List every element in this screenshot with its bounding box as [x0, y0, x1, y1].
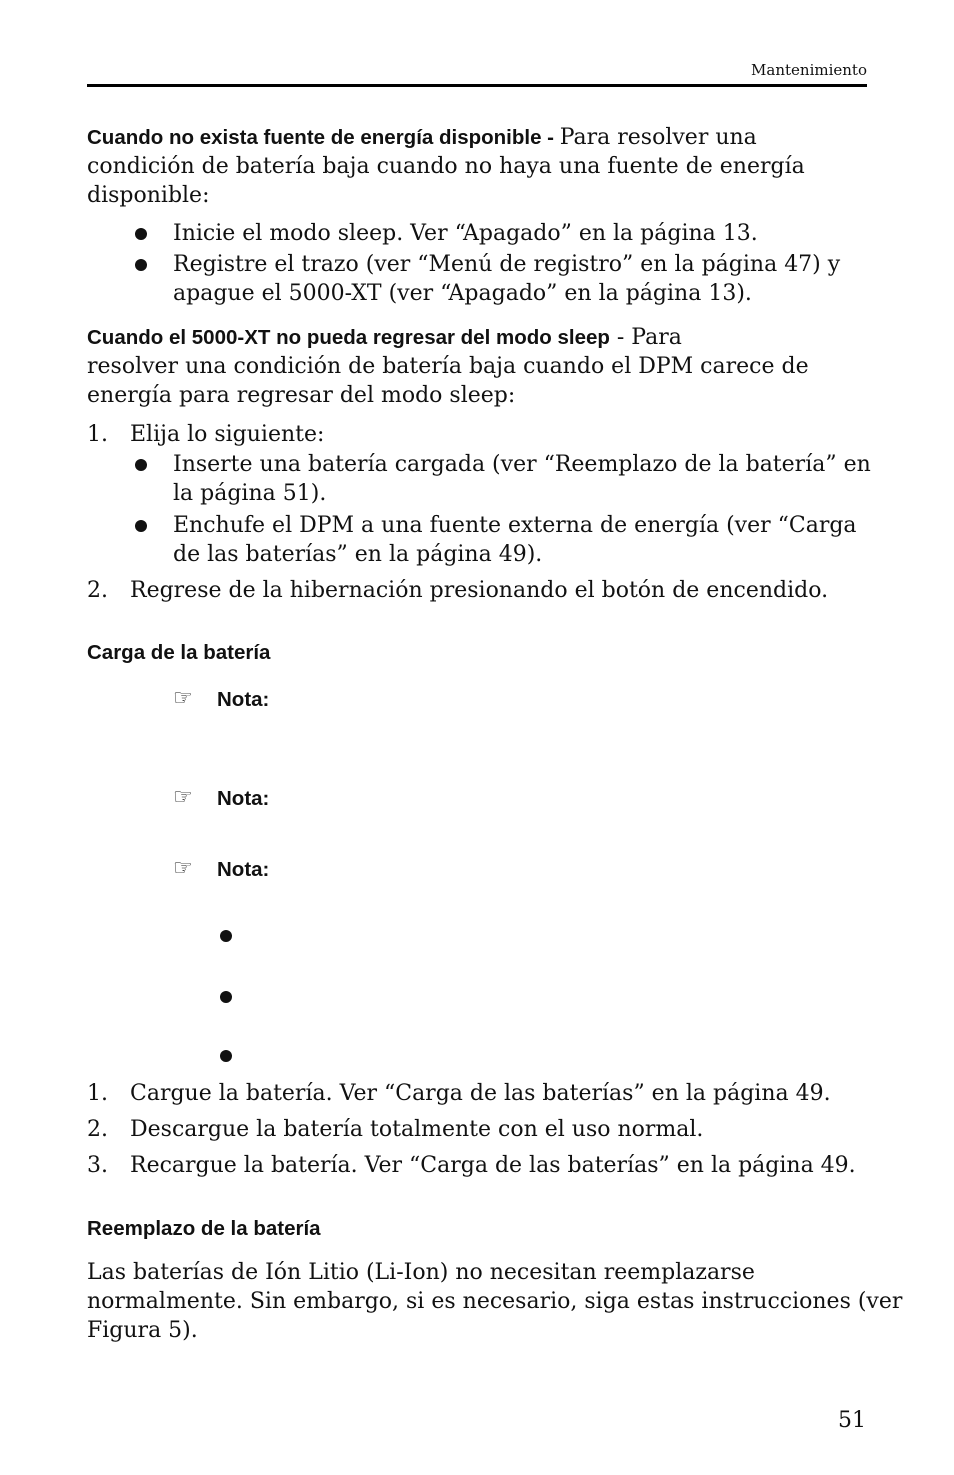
section2-text1: - Para	[609, 325, 682, 350]
step-number: 3.	[87, 1153, 108, 1178]
section2-step1: Elija lo siguiente:	[130, 422, 325, 447]
section2-sub2-line2: de las baterías” en la página 49).	[173, 542, 543, 567]
section3-step1: Cargue la batería. Ver “Carga de las baterías” en la página 49.	[130, 1081, 831, 1106]
section2-step2: Regrese de la hibernación presionando el botón de encendido.	[130, 578, 829, 603]
section1-lead: Cuando no exista fuente de energía disponible -	[87, 126, 560, 149]
bullet-dot-icon	[220, 930, 232, 942]
section1-paragraph-line2: condición de batería baja cuando no haya una fuente de energía	[87, 154, 805, 179]
bullet-dot-icon	[135, 259, 147, 271]
section-heading-carga: Carga de la batería	[87, 641, 271, 664]
section2-paragraph-line2: resolver una condición de batería baja cuando el DPM carece de	[87, 354, 809, 379]
note-label: Nota:	[217, 787, 270, 810]
page-number: 51	[838, 1408, 866, 1433]
section1-bullet2-line1: Registre el trazo (ver “Menú de registro” en la página 47) y	[173, 252, 841, 277]
section2-sub1-line1: Inserte una batería cargada (ver “Reemplazo de la batería” en	[173, 452, 871, 477]
section2-sub1-line2: la página 51).	[173, 481, 327, 506]
header-rule	[87, 84, 867, 87]
section3-step3: Recargue la batería. Ver “Carga de las baterías” en la página 49.	[130, 1153, 856, 1178]
note-label: Nota:	[217, 858, 270, 881]
section4-paragraph-line3: Figura 5).	[87, 1318, 198, 1343]
bullet-dot-icon	[135, 520, 147, 532]
note-label: Nota:	[217, 688, 270, 711]
section2-sub2-line1: Enchufe el DPM a una fuente externa de energía (ver “Carga	[173, 513, 857, 538]
step-number: 2.	[87, 1117, 108, 1142]
pointing-hand-icon: ☞	[173, 856, 193, 881]
bullet-dot-icon	[220, 991, 232, 1003]
section4-paragraph-line2: normalmente. Sin embargo, si es necesario, siga estas instrucciones (ver	[87, 1289, 903, 1314]
section1-paragraph-line3: disponible:	[87, 183, 210, 208]
bullet-dot-icon	[135, 459, 147, 471]
section1-bullet1: Inicie el modo sleep. Ver “Apagado” en la página 13.	[173, 221, 758, 246]
section4-paragraph-line1: Las baterías de Ión Litio (Li-Ion) no necesitan reemplazarse	[87, 1260, 755, 1285]
step-number: 2.	[87, 578, 108, 603]
pointing-hand-icon: ☞	[173, 686, 193, 711]
section1-bullet2-line2: apague el 5000-XT (ver “Apagado” en la página 13).	[173, 281, 752, 306]
step-number: 1.	[87, 422, 108, 447]
section1-paragraph-line1	[87, 123, 757, 152]
section2-paragraph-line1	[87, 323, 682, 352]
bullet-dot-icon	[135, 228, 147, 240]
running-header: Mantenimiento	[751, 61, 867, 79]
section1-text1: Para resolver una	[559, 125, 757, 150]
section2-paragraph-line3: energía para regresar del modo sleep:	[87, 383, 516, 408]
bullet-dot-icon	[220, 1050, 232, 1062]
section-heading-reemplazo: Reemplazo de la batería	[87, 1217, 321, 1240]
step-number: 1.	[87, 1081, 108, 1106]
pointing-hand-icon: ☞	[173, 785, 193, 810]
section3-step2: Descargue la batería totalmente con el uso normal.	[130, 1117, 704, 1142]
section2-lead: Cuando el 5000-XT no pueda regresar del modo sleep	[87, 326, 610, 349]
